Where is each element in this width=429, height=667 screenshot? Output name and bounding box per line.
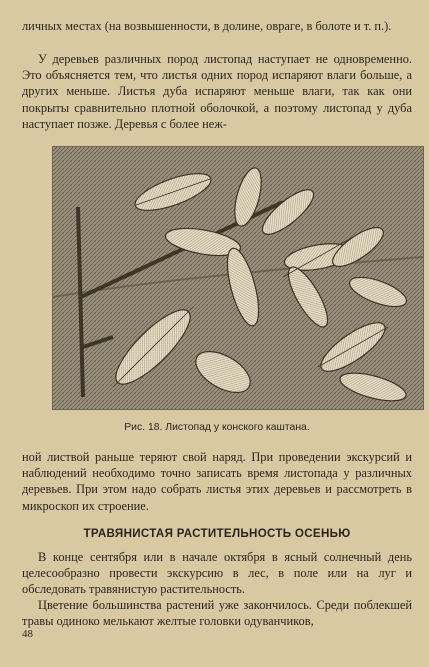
page-number: 48 bbox=[22, 628, 33, 640]
chestnut-leaves-illustration bbox=[53, 147, 423, 409]
paragraph-continuation: ной листвой раньше теряют свой наряд. При проведении экскурсий и наблюдений необходимо точно записать время листопада у различных деревьев. При этом надо собрать листья этих деревьев и рассмотреть в микроскоп их строение. bbox=[22, 450, 412, 513]
figure-caption: Рис. 18. Листопад у конского каштана. bbox=[124, 422, 310, 433]
paragraph-top: личных местах (на возвышенности, в долине, овраге, в болоте и т. п.). bbox=[22, 19, 392, 33]
paragraph-bloom: Цветение большинства растений уже закончилось. Среди поблекшей травы одиноко мелькают желтые головки одуванчиков, bbox=[22, 598, 412, 629]
figure-chestnut-leaves bbox=[52, 146, 424, 410]
paragraph-september: В конце сентября или в начале октября в ясный солнечный день целесообразно провести экскурсию в лес, в поле или на луг и обследовать травянистую растительность. bbox=[22, 550, 412, 597]
paragraph-tree-leaf-fall: У деревьев различных пород листопад наступает не одновременно. Это объясняется тем, что листья одних пород испаряют влаги больше, а других меньше. Листья дуба испаряют меньше влаги, так как они покрыты сравнительно плотной оболочкой, а поэтому листопад у дуба наступает позже. Деревья с более неж- bbox=[22, 52, 412, 131]
section-heading: ТРАВЯНИСТАЯ РАСТИТЕЛЬНОСТЬ ОСЕНЬЮ bbox=[83, 527, 351, 540]
